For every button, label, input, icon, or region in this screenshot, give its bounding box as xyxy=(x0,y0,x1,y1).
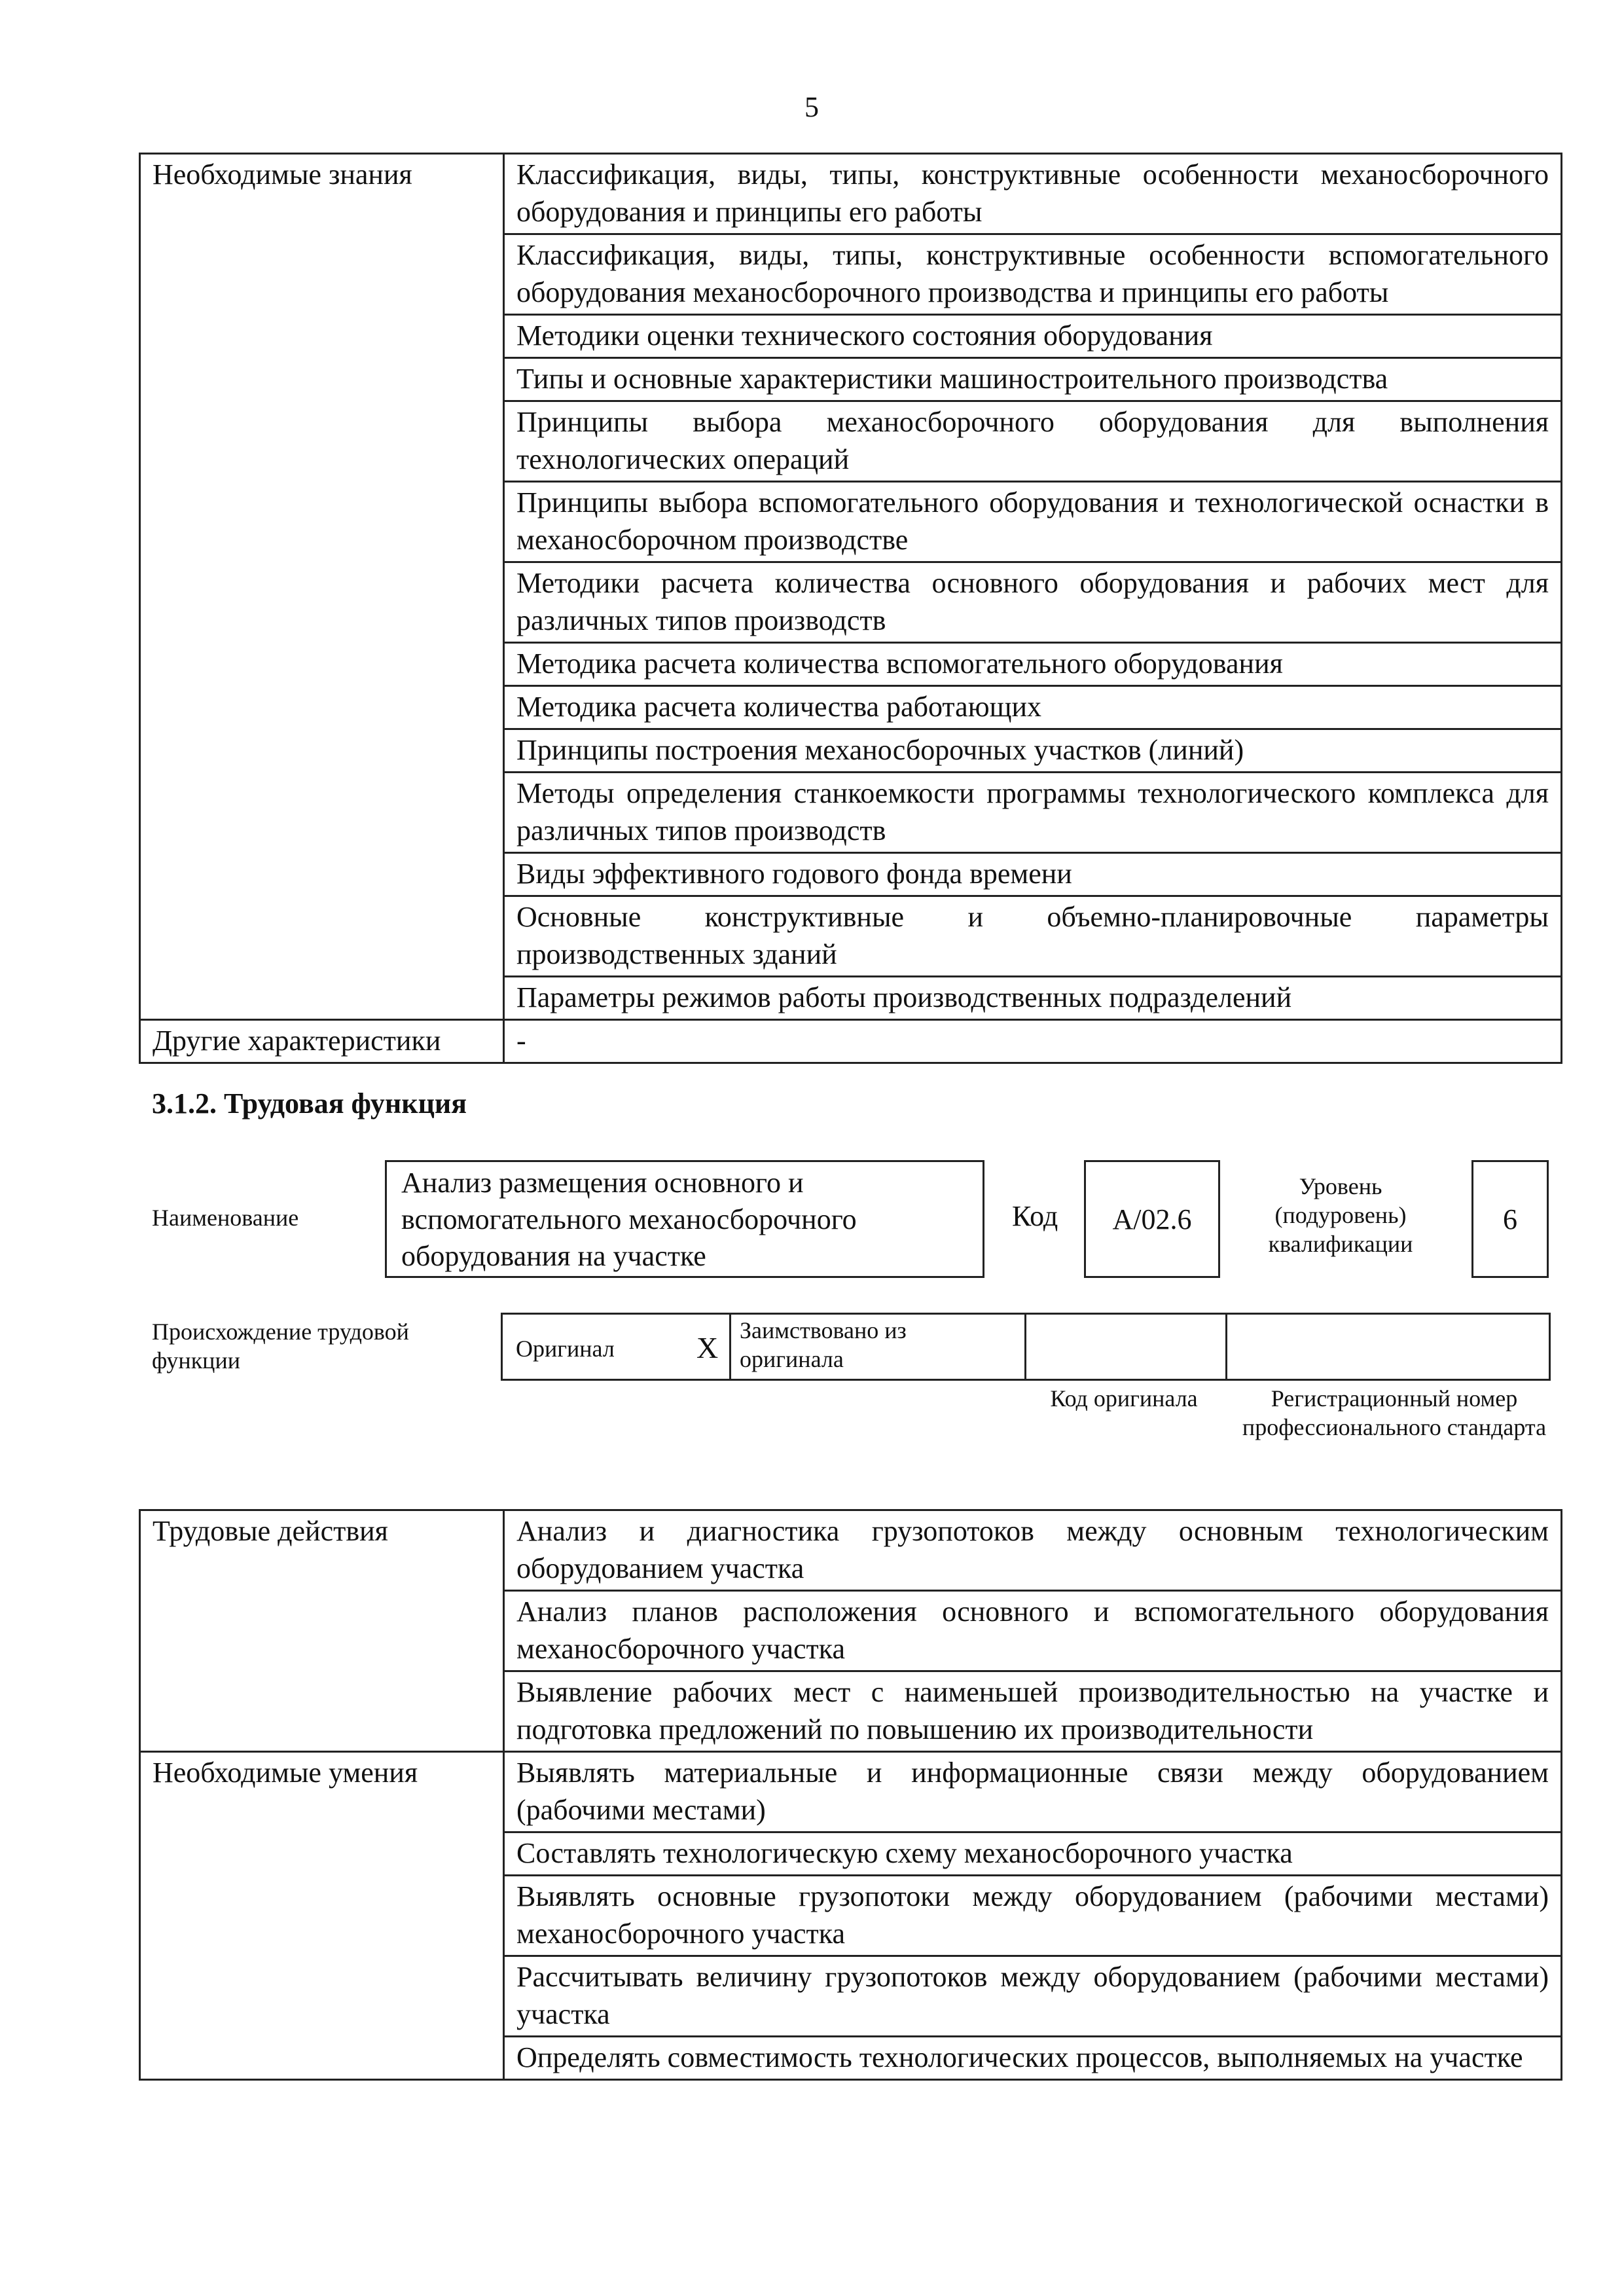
row-label: Необходимые знания xyxy=(140,154,504,1020)
table-cell: Параметры режимов работы производственных подразделений xyxy=(504,977,1562,1020)
table-row xyxy=(140,1020,1562,1063)
table-cell: Классификация, виды, типы, конструктивные особенности вспомогательного оборудования механосборочного производства и принципы его работы xyxy=(504,234,1562,315)
table-row xyxy=(140,154,1562,234)
table-cell: Методики оценки технического состояния оборудования xyxy=(504,315,1562,358)
table-cell: Виды эффективного годового фонда времени xyxy=(504,853,1562,896)
code-original-caption: Код оригинала xyxy=(1050,1385,1198,1412)
table-cell: Выявление рабочих мест с наименьшей производительностью на участке и подготовка предложений по повышению их производительности xyxy=(504,1671,1562,1752)
table-cell: Типы и основные характеристики машиностроительного производства xyxy=(504,358,1562,401)
table-cell: Принципы выбора механосборочного оборудования для выполнения технологических операций xyxy=(504,401,1562,482)
table-cell: Анализ планов расположения основного и вспомогательного оборудования механосборочного участка xyxy=(504,1591,1562,1671)
code-box: A/02.6 xyxy=(1084,1160,1220,1278)
level-box: 6 xyxy=(1471,1160,1549,1278)
table-cell: Выявлять основные грузопотоки между оборудованием (рабочими местами) механосборочного участка xyxy=(504,1876,1562,1956)
table-cell: Классификация, виды, типы, конструктивные особенности механосборочного оборудования и принципы его работы xyxy=(504,154,1562,234)
origin-table xyxy=(501,1313,1551,1381)
page-number: 5 xyxy=(804,91,819,123)
table-row xyxy=(140,1752,1562,1832)
original-mark: X xyxy=(696,1331,719,1364)
level-label: Уровень (подуровень) квалификации xyxy=(1268,1173,1413,1257)
registration-caption: Регистрационный номер профессионального стандарта xyxy=(1242,1385,1547,1440)
table-row xyxy=(140,1510,1562,1591)
table-cell: Составлять технологическую схему механосборочного участка xyxy=(504,1832,1562,1876)
section-title: 3.1.2. Трудовая функция xyxy=(152,1087,467,1120)
actions-table xyxy=(139,1509,1562,2081)
function-name-box: Анализ размещения основного и вспомогательного механосборочного оборудования на участке xyxy=(385,1160,984,1278)
original-label: Оригинал xyxy=(516,1336,615,1362)
table-cell: Методика расчета количества вспомогательного оборудования xyxy=(504,643,1562,686)
table-cell: Принципы выбора вспомогательного оборудования и технологической оснастки в механосборочном производстве xyxy=(504,482,1562,562)
table-cell: Методика расчета количества работающих xyxy=(504,686,1562,729)
origin-label: Происхождение трудовой функции xyxy=(152,1319,409,1374)
row-label: Необходимые умения xyxy=(140,1752,504,2080)
name-label: Наименование xyxy=(152,1205,299,1231)
table-cell: Анализ и диагностика грузопотоков между основным технологическим оборудованием участка xyxy=(504,1510,1562,1591)
table-cell: Принципы построения механосборочных участков (линий) xyxy=(504,729,1562,773)
table-cell: Определять совместимость технологических процессов, выполняемых на участке xyxy=(504,2037,1562,2080)
borrowed-label: Заимствовано из оригинала xyxy=(740,1317,907,1372)
row-label: Другие характеристики xyxy=(140,1020,504,1063)
divider xyxy=(1024,1315,1026,1379)
knowledge-table xyxy=(139,153,1562,1064)
table-cell: Методы определения станкоемкости программы технологического комплекса для различных типов производств xyxy=(504,773,1562,853)
table-cell: Основные конструктивные и объемно-планировочные параметры производственных зданий xyxy=(504,896,1562,977)
code-label: Код xyxy=(1012,1200,1058,1232)
table-cell: Рассчитывать величину грузопотоков между оборудованием (рабочими местами) участка xyxy=(504,1956,1562,2037)
table-cell: Методики расчета количества основного оборудования и рабочих мест для различных типов производств xyxy=(504,562,1562,643)
divider xyxy=(1225,1315,1227,1379)
divider xyxy=(729,1315,731,1379)
table-cell: Выявлять материальные и информационные связи между оборудованием (рабочими местами) xyxy=(504,1752,1562,1832)
table-cell: - xyxy=(504,1020,1562,1063)
row-label: Трудовые действия xyxy=(140,1510,504,1752)
